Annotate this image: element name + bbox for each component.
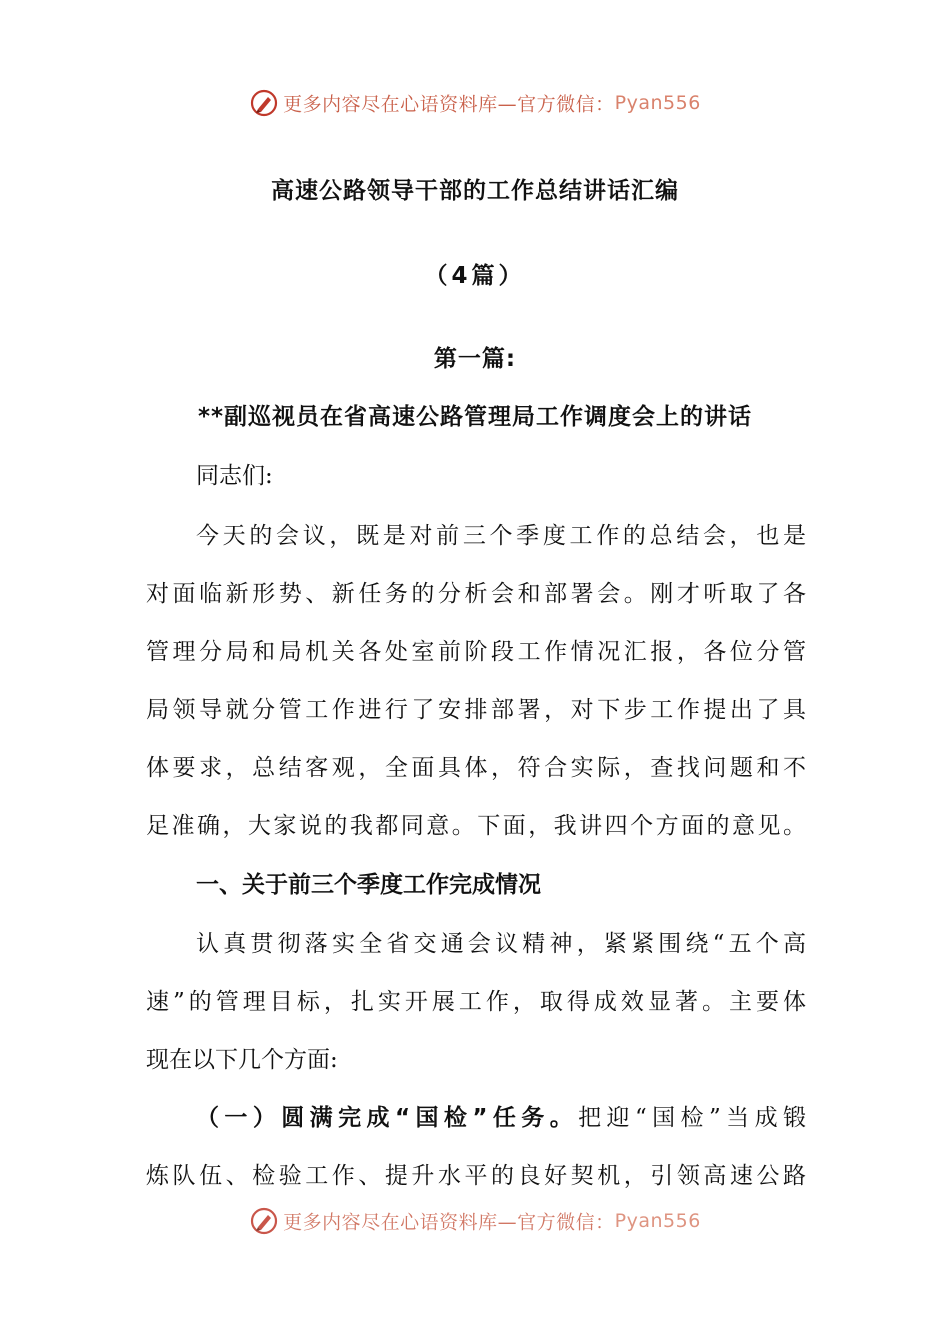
part-heading: 第一篇: — [433, 346, 517, 372]
paragraph-line: 体要求，总结客观，全面具体，符合实际，查找问题和不 — [146, 755, 806, 781]
pen-logo-icon — [249, 1206, 279, 1236]
watermark-top — [0, 88, 950, 118]
paragraph-line: 现在以下几个方面: — [146, 1047, 338, 1073]
paragraph-line: 认真贯彻落实全省交通会议精神，紧紧围绕“五个高 — [196, 931, 806, 957]
watermark-text: 更多内容尽在心语资料库—官方微信： — [283, 1211, 615, 1234]
pen-logo-icon — [249, 88, 279, 118]
paragraph-line: 今天的会议，既是对前三个季度工作的总结会，也是 — [196, 523, 806, 549]
document-title: 高速公路领导干部的工作总结讲话汇编 — [271, 178, 679, 204]
paragraph-line: 对面临新形势、新任务的分析会和部署会。刚才听取了各 — [146, 581, 806, 607]
watermark-id: Pyan556 — [614, 1210, 701, 1232]
section-heading: 一、关于前三个季度工作完成情况 — [196, 872, 541, 898]
item-bold-label: （一）圆满完成“国检”任务。 — [196, 1105, 579, 1131]
paragraph-line: 管理分局和局机关各处室前阶段工作情况汇报，各位分管 — [146, 639, 806, 665]
watermark-text: 更多内容尽在心语资料库—官方微信： — [283, 93, 615, 116]
paragraph-line: 炼队伍、检验工作、提升水平的良好契机，引领高速公路 — [146, 1163, 806, 1189]
item-line — [196, 1099, 806, 1132]
paragraph-line: 局领导就分管工作进行了安排部署，对下步工作提出了具 — [146, 697, 806, 723]
item-text: 把迎“国检”当成锻 — [578, 1105, 806, 1131]
watermark-bottom — [0, 1206, 950, 1236]
speech-subtitle: **副巡视员在省高速公路管理局工作调度会上的讲话 — [197, 404, 753, 430]
document-count: （4篇） — [424, 263, 526, 289]
paragraph-line: 足准确，大家说的我都同意。下面，我讲四个方面的意见。 — [146, 813, 806, 839]
paragraph-line: 速”的管理目标，扎实开展工作，取得成效显著。主要体 — [146, 989, 806, 1015]
greeting: 同志们: — [196, 463, 273, 489]
watermark-id: Pyan556 — [614, 92, 701, 114]
